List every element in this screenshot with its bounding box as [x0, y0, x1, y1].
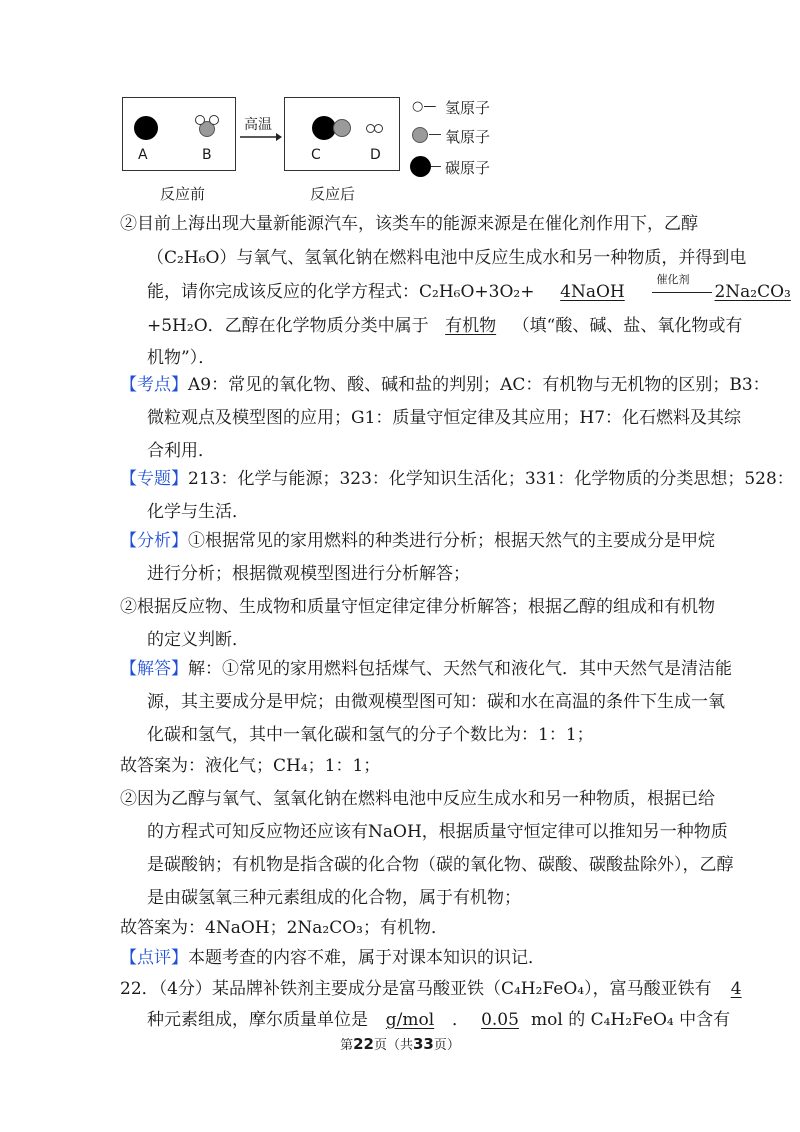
legend-carbon-dash	[431, 166, 441, 167]
dianping-tag: 【点评】	[120, 948, 188, 968]
kaodian-line-3: 合利用．	[147, 441, 215, 461]
legend-oxygen-icon	[412, 127, 428, 143]
catalyst-arrow	[650, 273, 714, 304]
page-total: 33	[413, 1035, 434, 1053]
answer-mol: 0.05	[481, 1010, 519, 1030]
fenxi-tag: 【分析】	[120, 531, 188, 551]
zhuanti-line-1: 【专题】213：化学与能源；323：化学知识生活化；331：化学物质的分类思想；528：	[120, 469, 794, 489]
hydrogen-atom-b2	[209, 115, 219, 125]
answer-molar-unit: g/mol	[385, 1010, 435, 1030]
page-number: 22	[353, 1035, 374, 1053]
jieda-line-2: 源，其主要成分是甲烷；由微观模型图可知：碳和水在高温的条件下生成一氧	[147, 692, 725, 712]
fenxi-line-1: 【分析】①根据常见的家用燃料的种类进行分析；根据天然气的主要成分是甲烷	[120, 531, 715, 551]
dianping-line-1: 【点评】本题考查的内容不难，属于对课本知识的识记．	[120, 948, 545, 968]
caption-before: 反应前	[160, 185, 206, 203]
jieda-line-5: ②因为乙醇与氧气、氢氧化钠在燃料电池中反应生成水和另一种物质，根据已给	[120, 789, 715, 809]
label-c: C	[311, 147, 321, 163]
zhuanti-tag: 【专题】	[120, 469, 188, 489]
caption-after: 反应后	[310, 185, 356, 203]
label-b: B	[202, 147, 212, 163]
arrow-icon	[238, 132, 282, 142]
equation-reactants: 能，请你完成该反应的化学方程式：C₂H₆O+3O₂+	[147, 282, 535, 302]
label-a: A	[138, 147, 148, 163]
kaodian-tag: 【考点】	[120, 375, 188, 395]
jieda-line-1: 【解答】解：①常见的家用燃料包括煤气、天然气和液化气．其中天然气是清洁能	[120, 659, 732, 679]
legend-oxygen-dash	[429, 134, 441, 135]
hydrogen-atom-d2	[374, 124, 383, 133]
arrow-label: 高温	[244, 117, 272, 133]
legend-hydrogen-label: 氢原子	[445, 99, 491, 117]
hydrogen-atom-b1	[195, 115, 205, 125]
fenxi-line-2: 进行分析；根据微观模型图进行分析解答；	[147, 564, 470, 584]
fenxi-line-3: ②根据反应物、生成物和质量守恒定律定律分析解答；根据乙醇的组成和有机物	[120, 597, 715, 617]
jieda-line-4: 故答案为：液化气；CH₄；1：1；	[120, 756, 381, 776]
answer-na2co3: 2Na₂CO₃	[714, 282, 791, 302]
q2-line-1: ②目前上海出现大量新能源汽车，该类车的能源来源是在催化剂作用下，乙醇	[120, 214, 698, 234]
jieda-tag: 【解答】	[120, 659, 188, 679]
page-footer: 第22页（共33页）	[340, 1035, 460, 1053]
label-d: D	[370, 147, 381, 163]
q2-line-4: +5H₂O．乙醇在化学物质分类中属于 有机物 （填“酸、碱、盐、氧化物或有	[147, 316, 743, 336]
catalyst-label: 催化剂	[656, 273, 690, 286]
legend-carbon-label: 碳原子	[445, 159, 491, 177]
oxygen-atom-c	[333, 119, 351, 137]
answer-naoh: 4NaOH	[560, 282, 625, 302]
jieda-line-9: 故答案为：4NaOH；2Na₂CO₃；有机物．	[120, 918, 448, 938]
q2-line-3	[147, 273, 791, 304]
kaodian-line-2: 微粒观点及模型图的应用；G1：质量守恒定律及其应用；H7：化石燃料及其综	[147, 408, 742, 428]
kaodian-line-1: 【考点】A9：常见的氧化物、酸、碱和盐的判别；AC：有机物与无机物的区别；B3：	[120, 375, 770, 395]
q2-line-5: 机物”）．	[147, 348, 216, 368]
jieda-line-7: 是碳酸钠；有机物是指含碳的化合物（碳的氧化物、碳酸、碳酸盐除外），乙醇	[147, 855, 734, 875]
q22-line-1: 22．（4分）某品牌补铁剂主要成分是富马酸亚铁（C₄H₂FeO₄），富马酸亚铁有 4	[120, 979, 742, 999]
q2-line-2: （C₂H₆O）与氧气、氢氧化钠在燃料电池中反应生成水和另一种物质，并得到电	[147, 248, 747, 268]
zhuanti-line-2: 化学与生活．	[147, 502, 249, 522]
legend-hydrogen-symbol: ○—	[412, 99, 437, 114]
fenxi-line-4: 的定义判断．	[147, 630, 249, 650]
answer-element-count: 4	[730, 979, 742, 999]
legend-carbon-icon	[410, 156, 431, 177]
carbon-atom-a	[134, 116, 158, 140]
answer-organic: 有机物	[445, 316, 497, 336]
jieda-line-3: 化碳和氢气，其中一氧化碳和氢气的分子个数比为：1：1；	[147, 725, 594, 745]
jieda-line-6: 的方程式可知反应物还应该有NaOH，根据质量守恒定律可以推知另一种物质	[147, 822, 728, 842]
jieda-line-8: 是由碳氢氧三种元素组成的化合物，属于有机物；	[147, 888, 521, 908]
legend-oxygen-label: 氧原子	[445, 128, 491, 146]
q22-line-2: 种元素组成，摩尔质量单位是 g/mol ． 0.05 mol 的 C₄H₂FeO₄ 中含有	[147, 1010, 731, 1030]
